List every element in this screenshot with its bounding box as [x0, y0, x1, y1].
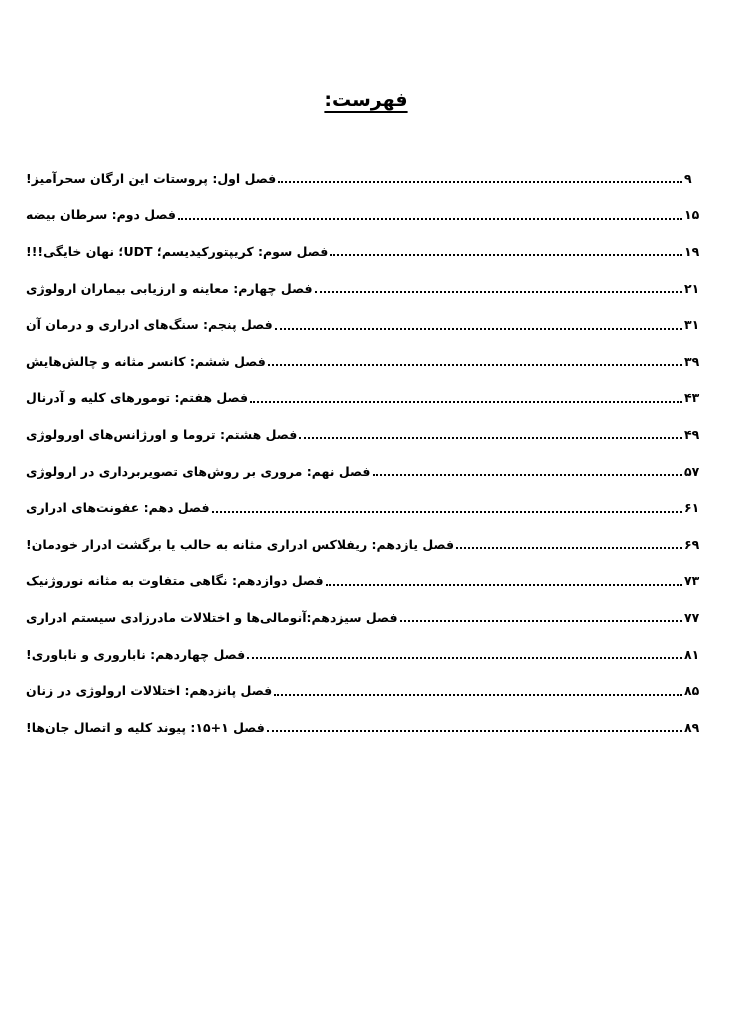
toc-leader-dots	[178, 218, 682, 220]
toc-page-number: ۵۷	[684, 463, 700, 479]
toc-page-number: ۶۹	[684, 536, 700, 552]
toc-entry[interactable]	[22, 416, 702, 453]
toc-entry-title: فصل دهم: عفونت‌های ادراری	[26, 500, 210, 516]
toc-entry[interactable]	[22, 672, 702, 709]
toc-entry[interactable]	[22, 197, 702, 234]
toc-entry-title: فصل هشتم: تروما و اورژانس‌های اورولوژی	[26, 426, 298, 442]
toc-entry-title: فصل نهم: مروری بر روش‌های تصویربرداری در ارولوژی	[26, 463, 371, 479]
page-title-text: فهرست:	[324, 88, 408, 111]
toc-leader-dots	[330, 254, 682, 256]
toc-entry[interactable]	[22, 233, 702, 270]
toc-leader-dots	[315, 291, 682, 293]
page-title	[0, 89, 732, 111]
toc-entry-title: فصل ۱+۱۵: پیوند کلیه و اتصال جان‌ها!	[26, 719, 265, 735]
toc-entry[interactable]	[22, 489, 702, 526]
toc-page-number: ۷۷	[684, 609, 700, 625]
toc-entry-title: فصل دوم: سرطان بیضه	[26, 207, 176, 223]
toc-entry[interactable]	[22, 160, 702, 197]
toc-entry[interactable]	[22, 270, 702, 307]
toc-leader-dots	[326, 584, 682, 586]
toc-leader-dots	[250, 401, 682, 403]
toc-leader-dots	[212, 511, 682, 513]
toc-leader-dots	[299, 437, 682, 439]
toc-entry-title: فصل هفتم: تومورهای کلیه و آدرنال	[26, 390, 249, 406]
toc-leader-dots	[268, 364, 682, 366]
toc-leader-dots	[267, 730, 682, 732]
toc-entry-title: فصل چهاردهم: ناباروری و ناباوری!	[26, 646, 246, 662]
toc-entry-title: فصل ششم: کانسر مثانه و چالش‌هایش	[26, 353, 266, 369]
toc-entry[interactable]	[22, 343, 702, 380]
toc-page-number: ۸۹	[684, 719, 700, 735]
toc-entry-title: فصل یازدهم: ریفلاکس ادراری مثانه به حالب یا برگشت ادرار خودمان!	[26, 536, 455, 552]
toc-entry[interactable]	[22, 563, 702, 600]
toc-leader-dots	[274, 694, 682, 696]
toc-page-number: ۴۳	[684, 390, 700, 406]
toc-entry[interactable]	[22, 306, 702, 343]
toc-page-number: ۷۳	[684, 573, 700, 589]
toc-entry-title: فصل سوم: کریپتورکیدیسم؛ UDT؛ نهان خایگی!!!	[26, 243, 329, 259]
toc-entry[interactable]	[22, 599, 702, 636]
toc-entry-title: فصل چهارم: معاینه و ارزیابی بیماران ارولوژی	[26, 280, 313, 296]
toc-entry-title: فصل پانزدهم: اختلالات ارولوژی در زنان	[26, 683, 273, 699]
toc-entry-title: فصل اول: پروستات این ارگان سحرآمیز!	[26, 170, 277, 186]
toc-entry[interactable]	[22, 453, 702, 490]
toc-page-number: ۶۱	[684, 500, 700, 516]
toc-leader-dots	[278, 181, 682, 183]
toc-entry-title: فصل سیزدهم:آنومالی‌ها و اختلالات مادرزادی سیستم ادراری	[26, 609, 398, 625]
toc-entry[interactable]	[22, 709, 702, 746]
toc-page-number: ۳۱	[684, 317, 700, 333]
toc-page-number: ۸۵	[684, 683, 700, 699]
toc-page-number: ۱۵	[684, 207, 700, 223]
toc-page-number: ۳۹	[684, 353, 700, 369]
toc-entry-title: فصل دوازدهم: نگاهی متفاوت به مثانه نوروژنیک	[26, 573, 324, 589]
toc-page-number: ۹	[684, 170, 692, 186]
toc-page-number: ۸۱	[684, 646, 700, 662]
toc-entry[interactable]	[22, 380, 702, 417]
toc-page-number: ۱۹	[684, 243, 700, 259]
toc-leader-dots	[373, 474, 683, 476]
toc-entry[interactable]	[22, 526, 702, 563]
toc-entry[interactable]	[22, 636, 702, 673]
toc-leader-dots	[456, 547, 682, 549]
toc-page-number: ۴۹	[684, 426, 700, 442]
table-of-contents	[22, 160, 702, 746]
toc-page-number: ۲۱	[684, 280, 700, 296]
toc-entry-title: فصل پنجم: سنگ‌های ادراری و درمان آن	[26, 317, 273, 333]
toc-leader-dots	[247, 657, 682, 659]
toc-leader-dots	[400, 620, 682, 622]
toc-leader-dots	[275, 328, 682, 330]
